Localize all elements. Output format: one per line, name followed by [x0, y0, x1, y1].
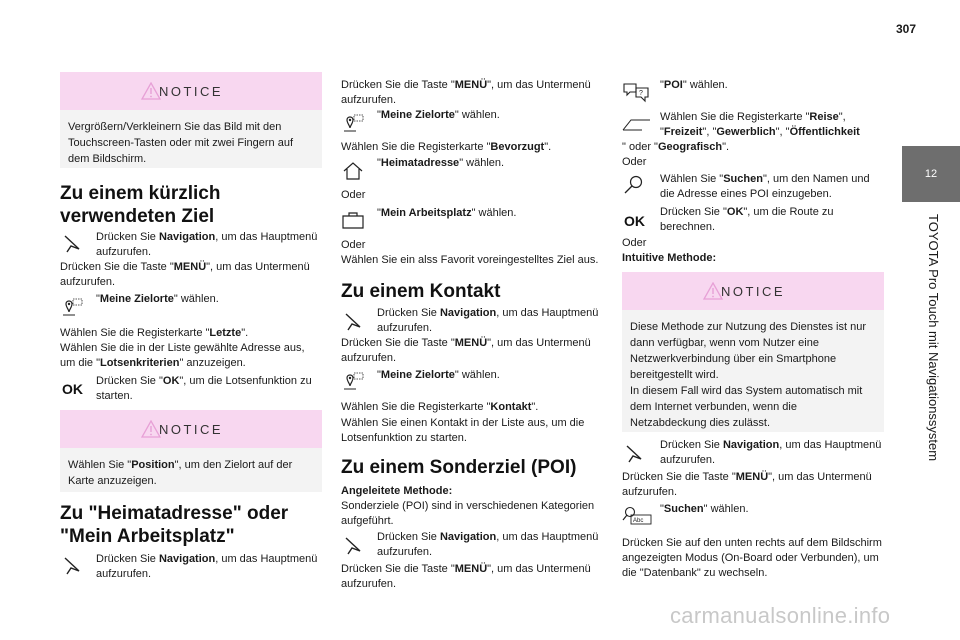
notice-header — [60, 410, 322, 448]
instruction-step: Drücken Sie die Taste "MENÜ", um das Untermenü aufzurufen. — [622, 471, 872, 498]
subheading-intuitive: Intuitive Methode: — [622, 252, 717, 264]
svg-text:Abc: Abc — [633, 518, 644, 524]
warning-icon — [141, 82, 161, 100]
instruction-step: Drücken Sie die Taste "MENÜ", um das Untermenü aufzurufen. — [341, 563, 591, 590]
instruction-step: Drücken Sie die Taste "MENÜ", um das Untermenü aufzurufen. — [60, 261, 310, 288]
navigation-arrow-icon — [622, 442, 646, 464]
notice-header — [60, 72, 322, 110]
page-number: 307 — [896, 22, 917, 36]
notice-box — [60, 72, 322, 168]
instruction-step: Wählen Sie die Registerkarte "Kontakt". — [341, 401, 539, 413]
navigation-arrow-icon — [341, 534, 365, 556]
instruction-step: " oder "Geografisch". — [622, 141, 730, 153]
or-label: Oder — [341, 239, 366, 251]
instruction-step: Wählen Sie ein alss Favorit voreingestelltes Ziel aus. — [341, 254, 599, 266]
ok-icon: OK — [624, 213, 645, 229]
subheading-guided: Angeleitete Methode: — [341, 485, 453, 497]
destinations-pin-icon — [341, 370, 365, 392]
instruction-step: Wählen Sie die in der Liste gewählte Adresse aus, um die "Lotsenkriterien" anzuzeigen. — [60, 342, 305, 369]
warning-icon — [703, 282, 723, 300]
instruction-step: "Meine Zielorte" wählen. — [377, 109, 500, 121]
instruction-step: Drücken Sie Navigation, um das Hauptmenü aufzurufen. — [377, 307, 599, 334]
or-label: Oder — [341, 189, 366, 201]
navigation-arrow-icon — [60, 554, 84, 576]
chapter-side-title: TOYOTA Pro Touch mit Navigationssystem — [926, 214, 941, 462]
instruction-step: Wählen Sie "Suchen", um den Namen und die Adresse eines POI einzugeben. — [660, 173, 870, 200]
instruction-step: Drücken Sie Navigation, um das Hauptmenü aufzurufen. — [377, 531, 599, 558]
instruction-step: Wählen Sie die Registerkarte "Reise", "Freizeit", "Gewerblich", "Öffentlichkeit — [660, 111, 860, 138]
instruction-step: Drücken Sie die Taste "MENÜ", um das Untermenü aufzurufen. — [341, 337, 591, 364]
section-heading-poi: Zu einem Sonderziel (POI) — [341, 457, 577, 478]
notice-text: Diese Methode zur Nutzung des Dienstes ist nur dann verfügbar, wenn vom Nutzer eine Netzwerkverbindung über ein Smartphone bereitgestellt wird. In diesem Fall wird das System automatisch mit dem Internet verbunden, wenn die Netzabdeckung dies zulässt. — [630, 321, 867, 429]
instruction-step: "Heimatadresse" wählen. — [377, 157, 505, 169]
poi-icon — [622, 80, 650, 104]
warning-icon — [141, 420, 161, 438]
watermark: carmanualsonline.info — [670, 603, 891, 628]
notice-title: NOTICE — [158, 83, 224, 99]
destinations-pin-icon — [60, 296, 84, 318]
notice-box — [60, 410, 322, 492]
destinations-pin-icon — [341, 112, 365, 134]
instruction-step: Wählen Sie die Registerkarte "Bevorzugt". — [341, 141, 552, 153]
instruction-step: Wählen Sie die Registerkarte "Letzte". — [60, 327, 249, 339]
section-heading-contact: Zu einem Kontakt — [341, 281, 501, 302]
notice-box — [622, 272, 884, 432]
notice-title: NOTICE — [720, 283, 786, 299]
notice-text: Vergrößern/Verkleinern Sie das Bild mit den Touchscreen-Tasten oder mit zwei Fingern auf dem Bildschirm. — [68, 121, 293, 165]
keyboard-search-icon — [622, 504, 652, 526]
instruction-step: Drücken Sie auf den unten rechts auf dem Bildschirm angezeigten Modus (On-Board oder Verbunden), um die "Datenbank" zu wechseln. — [622, 537, 882, 579]
svg-text:?: ? — [639, 90, 643, 97]
section-heading-recent: Zu einem kürzlich verwendeten Ziel — [60, 183, 221, 227]
or-label: Oder — [622, 156, 647, 168]
instruction-step: "Suchen" wählen. — [660, 503, 749, 515]
instruction-step: Drücken Sie Navigation, um das Hauptmenü aufzurufen. — [96, 231, 318, 258]
instruction-step: "Meine Zielorte" wählen. — [377, 369, 500, 381]
navigation-arrow-icon — [341, 310, 365, 332]
instruction-step: "Meine Zielorte" wählen. — [96, 293, 219, 305]
home-icon — [341, 160, 365, 182]
instruction-step: "POI" wählen. — [660, 79, 728, 91]
notice-text: Wählen Sie "Position", um den Zielort auf der Karte anzuzeigen. — [68, 459, 293, 487]
instruction-step: Sonderziele (POI) sind in verschiedenen Kategorien aufgeführt. — [341, 500, 595, 527]
instruction-step: Drücken Sie "OK", um die Route zu berechnen. — [660, 206, 834, 233]
workplace-icon — [341, 208, 365, 230]
search-icon — [622, 174, 646, 196]
instruction-step: Drücken Sie die Taste "MENÜ", um das Untermenü aufzurufen. — [341, 79, 591, 106]
chapter-tab: 12 — [902, 146, 960, 202]
navigation-arrow-icon — [60, 232, 84, 254]
ok-icon: OK — [62, 381, 83, 397]
instruction-step: Drücken Sie Navigation, um das Hauptmenü aufzurufen. — [660, 439, 882, 466]
instruction-step: Drücken Sie Navigation, um das Hauptmenü aufzurufen. — [96, 553, 318, 580]
instruction-step: Wählen Sie einen Kontakt in der Liste aus, um die Lotsenfunktion zu starten. — [341, 417, 585, 444]
section-heading-home: Zu "Heimatadresse" oder "Mein Arbeitsplatz" — [60, 503, 289, 547]
instruction-step: Drücken Sie "OK", um die Lotsenfunktion zu starten. — [96, 375, 312, 402]
notice-title: NOTICE — [158, 421, 224, 437]
tabs-icon — [622, 114, 652, 136]
or-label: Oder — [622, 237, 647, 249]
notice-header — [622, 272, 884, 310]
instruction-step: "Mein Arbeitsplatz" wählen. — [377, 207, 517, 219]
